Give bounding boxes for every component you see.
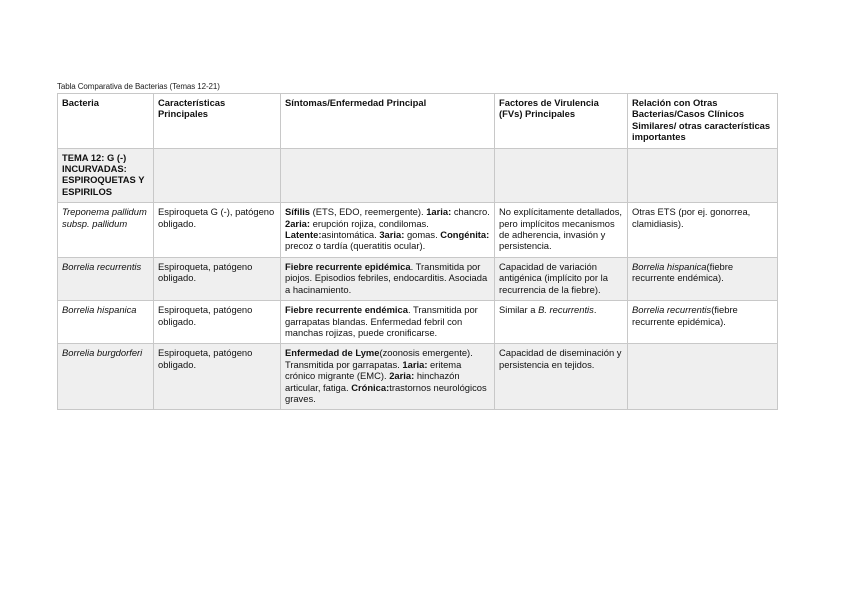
term-bold: 2aria:	[285, 217, 311, 229]
cell-relacion	[628, 344, 778, 410]
section-empty-cell	[154, 148, 281, 203]
header-relacion: Relación con Otras Bacterias/Casos Clínicos Similares/ otras características importantes	[628, 94, 778, 149]
table-row	[58, 203, 778, 258]
table-caption: Tabla Comparativa de Bacterias (Temas 12-21)	[57, 82, 220, 91]
factor-species: B. recurrentis	[538, 304, 594, 316]
term-bold: 1aria:	[426, 206, 452, 218]
term-text: eritema crónico migrante (EMC).	[285, 358, 462, 382]
section-empty-cell	[628, 148, 778, 203]
cell-bacteria: Treponema pallidum subsp. pallidum	[58, 203, 154, 258]
term-bold: 1aria:	[402, 358, 428, 370]
cell-caracteristicas: Espiroqueta, patógeno obligado.	[154, 344, 281, 410]
term-text: gomas.	[404, 229, 441, 241]
header-caracteristicas: Características Principales	[154, 94, 281, 149]
table-header-row	[58, 94, 778, 149]
section-empty-cell	[281, 148, 495, 203]
relation-species: Borrelia recurrentis	[632, 304, 712, 316]
term-text: . Transmitida por piojos. Episodios febriles, endocarditis. Asociada a hacinamiento.	[285, 260, 488, 295]
section-title: TEMA 12: G (-) INCURVADAS: ESPIROQUETAS Y ESPIRILOS	[58, 148, 154, 203]
cell-factores	[495, 301, 628, 344]
cell-relacion	[628, 257, 778, 300]
term-text: chancro.	[451, 206, 490, 218]
term-bold: Sífilis	[285, 206, 311, 218]
section-row	[58, 148, 778, 203]
term-text: precoz o tardía (queratitis ocular).	[285, 240, 426, 252]
cell-factores: Capacidad de diseminación y persistencia en tejidos.	[495, 344, 628, 410]
section-empty-cell	[495, 148, 628, 203]
cell-bacteria: Borrelia recurrentis	[58, 257, 154, 300]
term-bold: Enfermedad de Lyme	[285, 347, 380, 359]
cell-bacteria: Borrelia hispanica	[58, 301, 154, 344]
cell-factores: Capacidad de variación antigénica (implícito por la recurrencia de la fiebre).	[495, 257, 628, 300]
header-bacteria: Bacteria	[58, 94, 154, 149]
header-sintomas: Síntomas/Enfermedad Principal	[281, 94, 495, 149]
cell-caracteristicas: Espiroqueta, patógeno obligado.	[154, 301, 281, 344]
cell-relacion: Otras ETS (por ej. gonorrea, clamidiasis).	[628, 203, 778, 258]
comparison-table	[57, 93, 778, 410]
cell-relacion	[628, 301, 778, 344]
cell-sintomas	[281, 257, 495, 300]
table-row	[58, 344, 778, 410]
cell-bacteria: Borrelia burgdorferi	[58, 344, 154, 410]
cell-caracteristicas: Espiroqueta G (-), patógeno obligado.	[154, 203, 281, 258]
term-text: trastornos neurológicos graves.	[285, 381, 487, 404]
term-bold: Fiebre recurrente endémica	[285, 304, 408, 316]
cell-factores: No explícitamente detallados, pero implícitos mecanismos de adherencia, invasión y persistencia.	[495, 203, 628, 258]
term-bold: Crónica:	[351, 381, 390, 393]
term-text: erupción rojiza, condilomas.	[310, 217, 429, 229]
cell-sintomas	[281, 301, 495, 344]
term-bold: Latente:	[285, 229, 322, 241]
factor-text: Similar a	[499, 304, 539, 316]
term-text: (ETS, EDO, reemergente).	[310, 206, 427, 218]
term-text: . Transmitida por garrapatas blandas. Enfermedad febril con manchas rojizas, puede cronificarse.	[285, 304, 478, 338]
table-row	[58, 301, 778, 344]
cell-caracteristicas: Espiroqueta, patógeno obligado.	[154, 257, 281, 300]
relation-text: (fiebre recurrente epidémica).	[632, 304, 738, 327]
term-bold: 3aria:	[379, 229, 405, 241]
term-bold: Fiebre recurrente epidémica	[285, 260, 411, 272]
relation-species: Borrelia hispanica	[632, 260, 707, 272]
header-factores: Factores de Virulencia (FVs) Principales	[495, 94, 628, 149]
cell-sintomas	[281, 344, 495, 410]
table-row	[58, 257, 778, 300]
term-text: (zoonosis emergente). Transmitida por garrapatas.	[285, 347, 473, 370]
factor-text: .	[593, 304, 597, 316]
relation-text: (fiebre recurrente endémica).	[632, 260, 734, 284]
term-bold: Congénita:	[440, 229, 490, 241]
term-text: asintomática.	[321, 229, 380, 241]
term-bold: 2aria:	[389, 370, 415, 382]
term-text: hinchazón articular, fatiga.	[285, 370, 460, 393]
cell-sintomas	[281, 203, 495, 258]
